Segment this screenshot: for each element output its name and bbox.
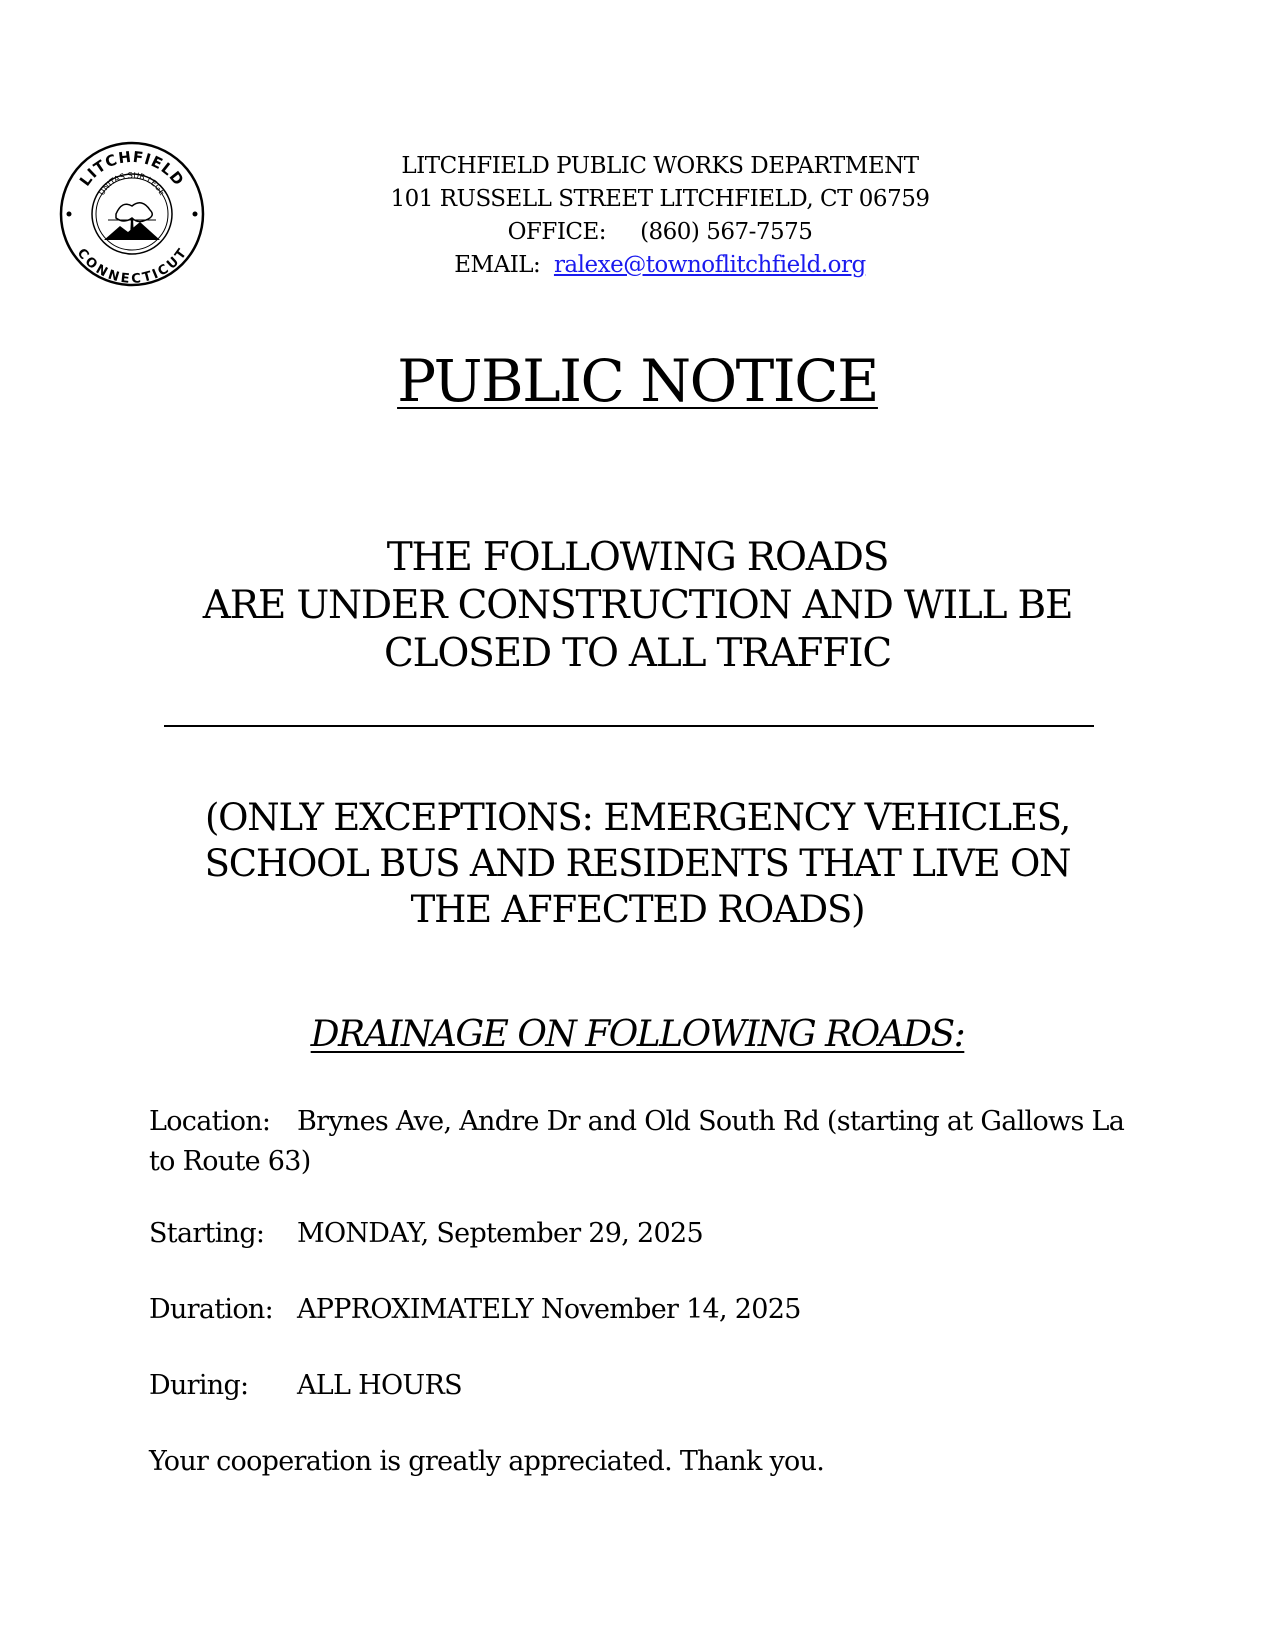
exceptions-line: SCHOOL BUS AND RESIDENTS THAT LIVE ON <box>204 842 1071 885</box>
starting-value: MONDAY, September 29, 2025 <box>297 1218 703 1249</box>
exceptions-block <box>0 795 1275 933</box>
closure-headline <box>0 534 1275 678</box>
email-label: EMAIL: <box>454 252 541 278</box>
starting-row <box>149 1214 1129 1254</box>
section-heading <box>0 1013 1275 1057</box>
duration-label: Duration: <box>149 1294 273 1325</box>
location-label: Location: <box>149 1106 271 1137</box>
svg-text:CONNECTICUT <box>74 246 191 287</box>
office-phone: (860) 567-7575 <box>640 219 813 245</box>
starting-label: Starting: <box>149 1218 265 1249</box>
closing-note: Your cooperation is greatly appreciated. Thank you. <box>149 1446 825 1477</box>
location-row <box>149 1102 1129 1182</box>
duration-row <box>149 1290 1129 1330</box>
section-heading-text: DRAINAGE ON FOLLOWING ROADS: <box>310 1014 965 1055</box>
duration-value: APPROXIMATELY November 14, 2025 <box>297 1294 801 1325</box>
exceptions-line: (ONLY EXCEPTIONS: EMERGENCY VEHICLES, <box>204 796 1071 839</box>
seal-top-text: LITCHFIELD <box>75 147 188 190</box>
email-link[interactable]: ralexe@townoflitchfield.org <box>553 252 866 278</box>
headline-line: CLOSED TO ALL TRAFFIC <box>383 631 891 676</box>
department-address: 101 RUSSELL STREET LITCHFIELD, CT 06759 <box>390 186 930 212</box>
headline-line: ARE UNDER CONSTRUCTION AND WILL BE <box>202 583 1073 628</box>
during-value: ALL HOURS <box>297 1370 462 1401</box>
office-line <box>330 216 990 249</box>
page-title <box>0 348 1275 414</box>
letterhead <box>330 150 990 282</box>
exceptions-line: THE AFFECTED ROADS) <box>410 888 865 931</box>
department-name: LITCHFIELD PUBLIC WORKS DEPARTMENT <box>401 153 919 179</box>
page-title-text: PUBLIC NOTICE <box>397 347 878 415</box>
office-label: OFFICE: <box>507 219 607 245</box>
during-row <box>149 1366 1129 1406</box>
divider <box>164 725 1094 727</box>
during-label: During: <box>149 1370 249 1401</box>
closure-details <box>149 1102 1129 1482</box>
email-line <box>330 249 990 282</box>
seal-motto-text: UNITAS SUB LEGE <box>97 170 167 197</box>
headline-line: THE FOLLOWING ROADS <box>386 535 889 580</box>
town-seal-icon <box>58 140 206 288</box>
seal-bottom-text: CONNECTICUT <box>73 245 191 287</box>
location-value: Brynes Ave, Andre Dr and Old South Rd (starting at Gallows La to Route 63) <box>149 1106 1125 1177</box>
svg-text:UNITAS SUB LEGE <box>97 171 167 197</box>
